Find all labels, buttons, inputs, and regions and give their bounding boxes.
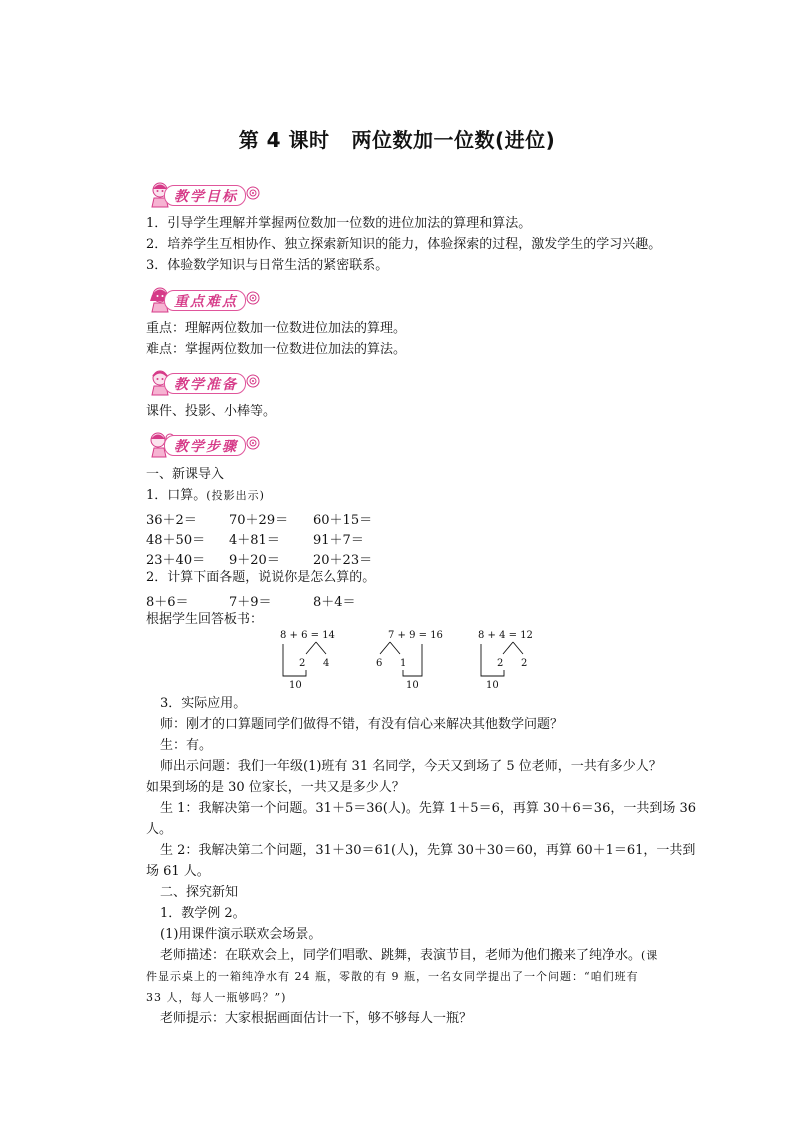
section-badge-steps: [146, 432, 258, 456]
section-badge-keypoints: [146, 287, 258, 311]
diagram-group-2: [376, 630, 443, 691]
part-heading: 一、新课导入: [146, 467, 225, 482]
diagram-ten: 10: [406, 680, 419, 691]
oral-calc: 4＋81＝: [229, 533, 280, 548]
dialog-line: 如果到场的是 30 位家长，一共又是多少人？: [146, 780, 405, 795]
goal-line: 1．引导学生理解并掌握两位数加一位数的进位加法的算理和算法。: [146, 216, 532, 231]
description-note: (课: [641, 949, 659, 962]
diagram-split: 2: [497, 658, 504, 669]
oral-calc: 70＋29＝: [229, 513, 289, 528]
oral-calc: 60＋15＝: [313, 513, 373, 528]
diagram-ten: 10: [486, 680, 499, 691]
diagram-split: 4: [323, 658, 330, 669]
section-label-prep: 教学准备: [174, 377, 238, 393]
oral-calc: 23＋40＝: [146, 553, 206, 568]
keypoint-line: 重点：理解两位数加一位数进位加法的算理。: [146, 321, 407, 336]
target-icon: [246, 374, 260, 388]
oral-calc: 9＋20＝: [229, 553, 280, 568]
calc-item: 8＋4＝: [313, 595, 356, 610]
target-icon: [246, 436, 260, 450]
diagram-ten: 10: [289, 680, 302, 691]
oral-calc: 20＋23＝: [313, 553, 373, 568]
step-item: 2．计算下面各题，说说你是怎么算的。: [146, 570, 376, 585]
dialog-line: 生：有。: [160, 738, 213, 753]
calc-item: 7＋9＝: [229, 595, 272, 610]
description-text: 老师描述：在联欢会上，同学们唱歌、跳舞，表演节目，老师为他们搬来了纯净水。: [160, 948, 642, 963]
calc-item: 8＋6＝: [146, 595, 189, 610]
diagram-equation: 8 + 4 = 12: [478, 630, 533, 641]
lesson-number: 第 4 课时: [238, 128, 330, 152]
dialog-line: 师：刚才的口算题同学们做得不错，有没有信心来解决其他数学问题？: [160, 717, 564, 732]
dialog-line: 生 1：我解决第一个问题。31＋5＝36(人)。先算 1＋5＝6，再算 30＋6＝36，一共到场 36: [160, 801, 697, 816]
diagram-equation: 8 + 6 = 14: [280, 630, 335, 641]
prep-line: 课件、投影、小棒等。: [146, 404, 277, 419]
diagram-group-1: [280, 630, 335, 691]
description-note-line: 33 人，每人一瓶够吗？”): [146, 991, 287, 1004]
step-item-note: (投影出示): [206, 489, 265, 502]
oral-calc: 48＋50＝: [146, 533, 206, 548]
oral-calc: 91＋7＝: [313, 533, 364, 548]
diagram-equation: 7 + 9 = 16: [388, 630, 443, 641]
diagram-split: 1: [400, 658, 407, 669]
step-item-text: 1．口算。: [146, 488, 207, 503]
oral-calc: 36＋2＝: [146, 513, 197, 528]
target-icon: [246, 186, 260, 200]
hint-line: 老师提示：大家根据画面估计一下，够不够每人一瓶？: [160, 1011, 473, 1026]
dialog-line: 师出示问题：我们一年级(1)班有 31 名同学，今天又到场了 5 位老师，一共有多少人？: [160, 759, 662, 774]
target-icon: [246, 291, 260, 305]
section-badge-goals: [146, 182, 258, 206]
description-note-line: 件显示桌上的一箱纯净水有 24 瓶，零散的有 9 瓶，一名女同学提出了一个问题：“咱们班有: [146, 970, 639, 983]
page-title: [0, 124, 794, 153]
section-label-steps: 教学步骤: [174, 439, 238, 455]
dialog-line: 生 2：我解决第二个问题，31＋30＝61(人)，先算 30＋30＝60，再算 60＋1＝61，一共到: [160, 843, 696, 858]
diagram-split: 2: [299, 658, 306, 669]
section-label-keypoints: 重点难点: [174, 294, 238, 310]
keypoint-line: 难点：掌握两位数加一位数进位加法的算法。: [146, 342, 407, 357]
part-heading: 二、探究新知: [160, 885, 239, 900]
dialog-line: 人。: [146, 822, 173, 837]
goal-line: 3．体验数学知识与日常生活的紧密联系。: [146, 258, 389, 273]
step-item: (1)用课件演示联欢会场景。: [160, 927, 322, 942]
board-label: 根据学生回答板书：: [146, 612, 264, 627]
lesson-topic: 两位数加一位数(进位): [351, 128, 556, 152]
diagram-split: 6: [376, 658, 383, 669]
section-label-goals: 教学目标: [174, 189, 238, 205]
diagram-split: 2: [521, 658, 528, 669]
step-item: [146, 488, 265, 504]
diagram-group-3: [478, 630, 533, 691]
board-diagram: [270, 626, 560, 692]
step-item: 3．实际应用。: [160, 696, 247, 711]
goal-line: 2．培养学生互相协作、独立探索新知识的能力，体验探索的过程，激发学生的学习兴趣。: [146, 237, 662, 252]
section-badge-prep: [146, 370, 258, 394]
dialog-line: 场 61 人。: [146, 864, 210, 879]
step-item: 1．教学例 2。: [160, 906, 246, 921]
description-line: [160, 948, 658, 964]
